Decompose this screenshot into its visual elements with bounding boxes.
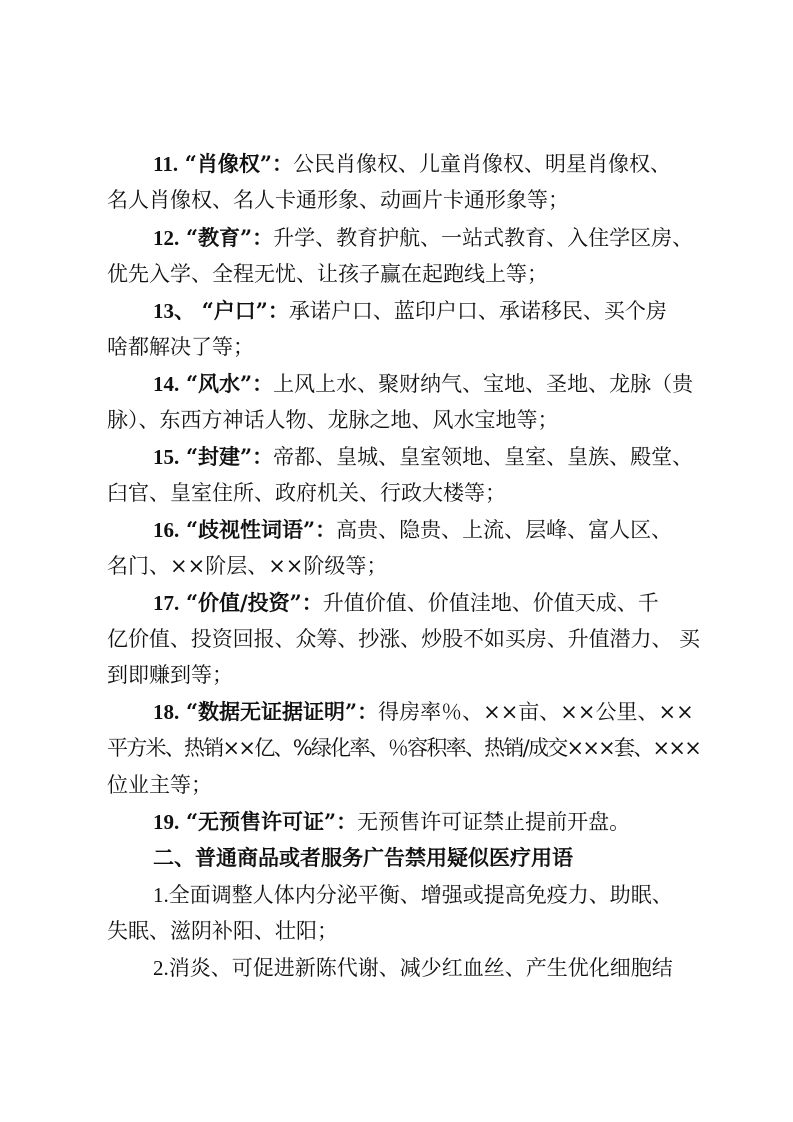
item-number: 2. bbox=[153, 956, 169, 980]
item-text: 脉）、东西方神话人物、龙脉之地、风水宝地等； bbox=[107, 408, 559, 432]
section-heading: 二、普通商品或者服务广告禁用疑似医疗用语 bbox=[153, 845, 573, 870]
item-keyword: “肖像权”： bbox=[184, 151, 293, 176]
item-text: 帝都、皇城、皇室领地、皇室、皇族、殿堂、 bbox=[273, 445, 694, 469]
item-text: 升学、教育护航、一站式教育、入住学区房、 bbox=[273, 226, 694, 250]
item-16-continuation bbox=[107, 551, 387, 581]
section-item-2-first-line bbox=[153, 953, 673, 983]
item-keyword: “无预售许可证”： bbox=[185, 809, 358, 834]
item-text: 上风上水、聚财纳气、宝地、圣地、龙脉（贵 bbox=[273, 372, 694, 396]
item-keyword: “户口”： bbox=[201, 298, 289, 323]
item-number: 11. bbox=[153, 152, 179, 176]
item-14-continuation bbox=[107, 405, 559, 435]
item-text: 臼官、皇室住所、政府机关、行政大楼等； bbox=[107, 481, 506, 505]
item-number: 15. bbox=[153, 445, 180, 469]
item-number: 12. bbox=[153, 226, 180, 250]
item-11-continuation bbox=[107, 185, 569, 215]
item-number: 17. bbox=[153, 591, 180, 615]
item-text: 承诺户口、蓝印户口、承诺移民、买个房 bbox=[288, 299, 667, 323]
section-item-1-continuation bbox=[107, 916, 338, 946]
item-12-continuation bbox=[107, 259, 548, 289]
item-number: 1. bbox=[153, 883, 169, 907]
item-number: 19. bbox=[153, 810, 180, 834]
item-keyword: “封建”： bbox=[185, 444, 274, 469]
item-text: 高贵、隐贵、上流、层峰、富人区、 bbox=[336, 518, 673, 542]
item-text: 啥都解决了等； bbox=[107, 335, 254, 359]
item-text: 亿价值、投资回报、众筹、抄涨、炒股不如买房、升值潜力、 买 bbox=[107, 627, 700, 651]
item-keyword: “风水”： bbox=[185, 371, 274, 396]
item-text: 失眠、滋阴补阳、壮阳； bbox=[107, 919, 338, 943]
item-keyword: “歧视性词语”： bbox=[185, 517, 337, 542]
item-text: 名人肖像权、名人卡通形象、动画片卡通形象等； bbox=[107, 188, 569, 212]
item-text: 升值价值、价值洼地、价值天成、千 bbox=[322, 591, 659, 615]
item-text: 平方米、热销××亿、%绿化率、％容积率、热销/成交×××套、××× bbox=[107, 736, 701, 760]
item-15-continuation bbox=[107, 478, 506, 508]
item-15-first-line bbox=[153, 442, 693, 472]
item-13-continuation bbox=[107, 332, 254, 362]
item-12-first-line bbox=[153, 223, 693, 253]
item-text: 得房率％、××亩、××公里、×× bbox=[378, 700, 694, 724]
item-13-first-line bbox=[153, 296, 667, 326]
item-keyword: “教育”： bbox=[185, 225, 274, 250]
item-number: 14. bbox=[153, 372, 180, 396]
item-number: 18. bbox=[153, 700, 180, 724]
item-number: 13、 bbox=[153, 299, 195, 323]
item-keyword: “价值/投资”： bbox=[185, 590, 323, 615]
item-18-continuation bbox=[107, 770, 212, 800]
item-text: 名门、××阶层、××阶级等； bbox=[107, 554, 388, 578]
item-text: 无预售许可证禁止提前开盘。 bbox=[357, 810, 631, 834]
item-text: 全面调整人体内分泌平衡、增强或提高免疫力、助眠、 bbox=[168, 883, 673, 907]
item-11-first-line bbox=[153, 149, 671, 179]
item-16-first-line bbox=[153, 515, 672, 545]
item-text: 到即赚到等； bbox=[107, 663, 233, 687]
item-text: 位业主等； bbox=[107, 773, 212, 797]
section-item-1-first-line bbox=[153, 880, 673, 910]
item-number: 16. bbox=[153, 518, 180, 542]
item-14-first-line bbox=[153, 369, 693, 399]
item-keyword: “数据无证据证明”： bbox=[185, 699, 379, 724]
item-17-continuation bbox=[107, 660, 233, 690]
item-18-first-line bbox=[153, 697, 694, 727]
item-17-continuation bbox=[107, 624, 700, 654]
item-19-first-line bbox=[153, 807, 630, 837]
item-text: 优先入学、全程无忧、让孩子赢在起跑线上等； bbox=[107, 262, 548, 286]
item-text: 公民肖像权、儿童肖像权、明星肖像权、 bbox=[292, 152, 671, 176]
item-18-continuation bbox=[107, 733, 700, 763]
item-text: 消炎、可促进新陈代谢、减少红血丝、产生优化细胞结 bbox=[168, 956, 673, 980]
item-17-first-line bbox=[153, 588, 659, 618]
